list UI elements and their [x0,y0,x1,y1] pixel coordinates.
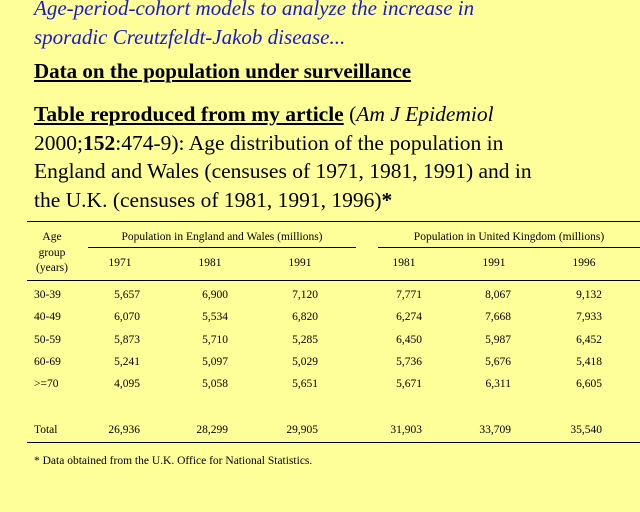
section-heading: Data on the population under surveillance [34,59,412,83]
asterisk: * [381,187,393,212]
table-cell: 5,241 [114,356,140,368]
table-cell: 5,058 [202,378,228,390]
table-cell: 5,534 [202,311,228,323]
table-cell: 5,676 [485,356,511,368]
total-cell: 28,299 [196,424,228,436]
total-cell: 35,540 [570,424,602,436]
table-cell: 5,671 [396,378,422,390]
year-header: 1981 [392,257,416,269]
total-cell: 29,905 [286,424,318,436]
table-cell: 6,605 [576,378,602,390]
table-cell: 5,873 [114,334,140,346]
journal-name: Am J Epidemiol [356,102,494,126]
article-link-text: Table reproduced from my article [34,102,344,126]
subtitle-line-1: Age-period-cohort models to analyze the increase in [34,0,475,20]
table-cell: 6,820 [292,311,318,323]
table-cell: 5,987 [485,334,511,346]
table-cell: 5,651 [292,378,318,390]
table-footnote: * Data obtained from the U.K. Office for National Statistics. [34,455,313,467]
age-header-line-2: group [38,247,66,259]
age-header-line-3: (years) [36,262,68,274]
table-cell: 6,070 [114,311,140,323]
row-age-label: >=70 [34,378,59,390]
table-cell: 5,285 [292,334,318,346]
age-header-line-1: Age [42,231,62,243]
table-cell: 6,450 [396,334,422,346]
table-cell: 5,097 [202,356,228,368]
table-cell: 6,274 [396,311,422,323]
paren-open: ( [343,102,357,126]
table-cell: 7,120 [292,289,318,301]
total-cell: 33,709 [479,424,511,436]
table-cell: 7,668 [485,311,511,323]
table-cell: 5,029 [292,356,318,368]
table-cell: 9,132 [576,289,602,301]
table-cell: 6,311 [485,378,511,390]
table-cell: 5,418 [576,356,602,368]
group-rule-ew [88,247,356,248]
year-header: 1991 [482,257,506,269]
group-header-united-kingdom: Population in United Kingdom (millions) [413,231,605,243]
year-text: 2000; [34,130,83,155]
group-rule-uk [378,247,640,248]
year-header: 1981 [198,257,222,269]
table-cell: 5,736 [396,356,422,368]
table-cell: 5,710 [202,334,228,346]
volume-text: 152 [82,130,116,155]
row-age-label: 40-49 [34,311,61,323]
table-cell: 7,771 [396,289,422,301]
table-cell: 7,933 [576,311,602,323]
total-cell: 26,936 [108,424,140,436]
table-bottom-rule [27,442,640,443]
table-cell: 5,657 [114,289,140,301]
table-cell: 8,067 [485,289,511,301]
table-cell: 6,452 [576,334,602,346]
para-line-2-rest: :474-9): Age distribution of the population in [115,130,504,155]
row-age-label: 50-59 [34,334,61,346]
table-cell: 4,095 [114,378,140,390]
total-label: Total [34,424,58,436]
table-cell: 6,900 [202,289,228,301]
para-line-4: the U.K. (censuses of 1981, 1991, 1996) [34,187,382,212]
year-header: 1991 [288,257,312,269]
para-line-3: England and Wales (censuses of 1971, 1981, 1991) and in [34,159,532,183]
row-age-label: 60-69 [34,356,61,368]
row-age-label: 30-39 [34,289,61,301]
header-bottom-rule [27,280,640,281]
total-cell: 31,903 [390,424,422,436]
year-header: 1971 [108,257,132,269]
year-header: 1996 [572,257,596,269]
subtitle-line-2: sporadic Creutzfeldt-Jakob disease... [34,25,346,49]
table-top-rule [27,221,640,222]
group-header-england-wales: Population in England and Wales (millions) [121,231,323,243]
